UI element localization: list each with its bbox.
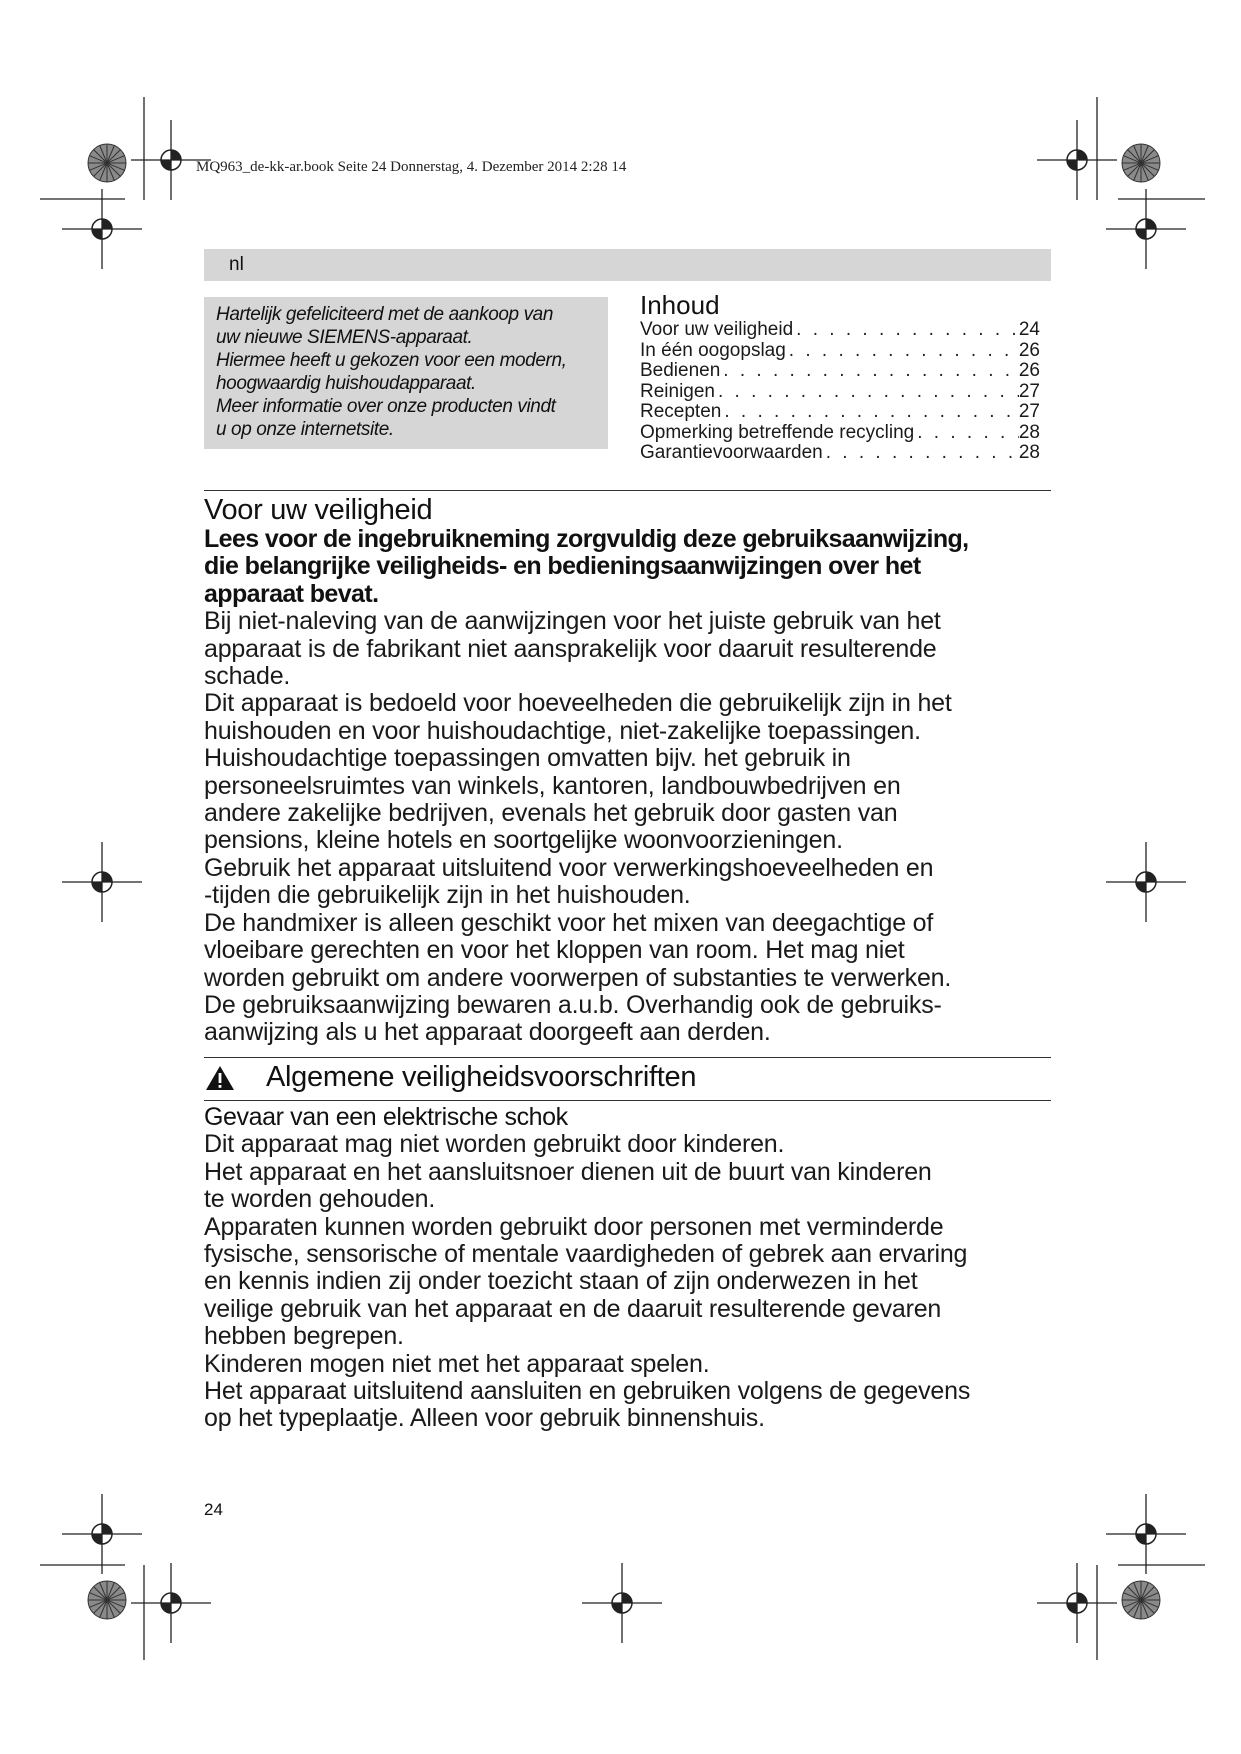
lead-line: die belangrijke veiligheids- en bedieningsaanwijzingen over het	[204, 552, 921, 581]
body-line: Huishoudachtige toepassingen omvatten bijv. het gebruik in	[204, 744, 851, 773]
body-line: Apparaten kunnen worden gebruikt door personen met verminderde	[204, 1212, 944, 1241]
lead-line: Lees voor de ingebruikneming zorgvuldig deze gebruiksaanwijzing,	[204, 525, 969, 553]
section-divider	[204, 1100, 1051, 1101]
toc-entry	[640, 382, 1040, 403]
toc-entry-page: 26	[1018, 360, 1040, 381]
body-line: Dit apparaat mag niet worden gebruikt door kinderen.	[204, 1130, 785, 1159]
toc-entry	[640, 361, 1040, 382]
toc-title: Inhoud	[640, 290, 720, 320]
body-line: vloeibare gerechten en voor het kloppen van room. Het mag niet	[204, 936, 905, 965]
body-line: Het apparaat uitsluitend aansluiten en gebruiken volgens de gegevens	[204, 1377, 971, 1406]
toc-entry-label: Reinigen	[640, 380, 715, 402]
body-line: De gebruiksaanwijzing bewaren a.u.b. Overhandig ook de gebruiks-	[204, 990, 942, 1019]
general-body	[204, 1131, 1074, 1432]
body-line: personeelsruimtes van winkels, kantoren, landbouwbedrijven en	[204, 771, 901, 800]
body-line: veilige gebruik van het apparaat en de daaruit resulterende gevaren	[204, 1294, 942, 1323]
toc-entry	[640, 341, 1040, 362]
toc-entry-label: Voor uw veiligheid	[640, 319, 794, 340]
body-line: pensions, kleine hotels en soortgelijke woonvoorzieningen.	[204, 826, 843, 855]
safety-section	[204, 494, 1074, 1047]
language-code: nl	[229, 254, 244, 275]
toc-entry	[640, 443, 1040, 464]
toc-entry	[640, 320, 1040, 341]
body-line: huishouden en voor huishoudachtige, niet-zakelijke toepassingen.	[204, 716, 921, 745]
body-line: en kennis indien zij onder toezicht staan of zijn onderwezen in het	[204, 1267, 918, 1296]
body-line: hebben begrepen.	[204, 1322, 404, 1351]
language-bar	[204, 249, 1051, 281]
greeting-line: hoogwaardig huishoudapparaat.	[216, 373, 476, 394]
toc-entry-page: 28	[1018, 421, 1040, 443]
toc-entry	[640, 423, 1040, 444]
warning-icon	[205, 1065, 235, 1091]
body-line: Kinderen mogen niet met het apparaat spelen.	[204, 1349, 710, 1378]
body-line: andere zakelijke bedrijven, evenals het gebruik door gasten van	[204, 799, 898, 828]
toc-entry-label: In één oogopslag	[640, 339, 786, 361]
toc-entry-label: Recepten	[640, 401, 722, 422]
body-line: -tijden die gebruikelijk zijn in het huishouden.	[204, 881, 691, 910]
body-line: apparaat is de fabrikant niet aansprakelijk voor daaruit resulterende	[204, 634, 937, 663]
general-safety-heading	[204, 1058, 1051, 1100]
body-line: te worden gehouden.	[204, 1185, 436, 1214]
safety-body	[204, 608, 1074, 1047]
body-line: De handmixer is alleen geschikt voor het mixen van deegachtige of	[204, 908, 934, 937]
greeting-box	[204, 297, 608, 449]
body-line: Het apparaat en het aansluitsnoer dienen uit de buurt van kinderen	[204, 1157, 932, 1186]
greeting-line: Hiermee heeft u gekozen voor een modern,	[216, 350, 567, 371]
section-title: Voor uw veiligheid	[204, 494, 433, 526]
subsection-title: Gevaar van een elektrische schok	[204, 1103, 568, 1131]
greeting-line: Hartelijk gefeliciteerd met de aankoop van	[216, 304, 554, 325]
body-line: Gebruik het apparaat uitsluitend voor verwerkingshoeveelheden en	[204, 853, 934, 882]
toc-entry-page: 27	[1018, 401, 1040, 422]
lead-line: apparaat bevat.	[204, 579, 379, 608]
body-line: op het typeplaatje. Alleen voor gebruik binnenshuis.	[204, 1404, 765, 1433]
body-line: fysische, sensorische of mentale vaardigheden of gebrek aan ervaring	[204, 1240, 968, 1269]
section-title: Algemene veiligheidsvoorschriften	[266, 1061, 697, 1093]
body-line: aanwijzing als u het apparaat doorgeeft aan derden.	[204, 1018, 771, 1047]
toc-entry-label: Bedienen	[640, 360, 721, 381]
section-divider	[204, 490, 1051, 491]
general-safety-section	[204, 1104, 1074, 1433]
table-of-contents	[640, 290, 1040, 464]
greeting-line: uw nieuwe SIEMENS-apparaat.	[216, 327, 473, 348]
toc-entry	[640, 402, 1040, 423]
greeting-line: u op onze internetsite.	[216, 419, 394, 440]
body-line: Dit apparaat is bedoeld voor hoeveelheden die gebruikelijk zijn in het	[204, 689, 952, 718]
toc-entry-page: 27	[1018, 380, 1040, 402]
print-header: MQ963_de-kk-ar.book Seite 24 Donnerstag, 4. Dezember 2014 2:28 14	[196, 159, 627, 175]
toc-entry-label: Garantievoorwaarden	[640, 442, 823, 463]
body-line: schade.	[204, 662, 291, 691]
page-number: 24	[204, 1500, 223, 1519]
body-line: Bij niet-naleving van de aanwijzingen voor het juiste gebruik van het	[204, 607, 941, 636]
body-line: worden gebruikt om andere voorwerpen of substanties te verwerken.	[204, 963, 952, 992]
safety-lead	[204, 526, 1074, 608]
greeting-line: Meer informatie over onze producten vindt	[216, 396, 556, 417]
toc-entry-page: 28	[1018, 442, 1040, 463]
toc-entry-page: 26	[1018, 339, 1040, 361]
toc-entry-label: Opmerking betreffende recycling	[640, 421, 915, 443]
toc-entry-page: 24	[1018, 319, 1040, 340]
